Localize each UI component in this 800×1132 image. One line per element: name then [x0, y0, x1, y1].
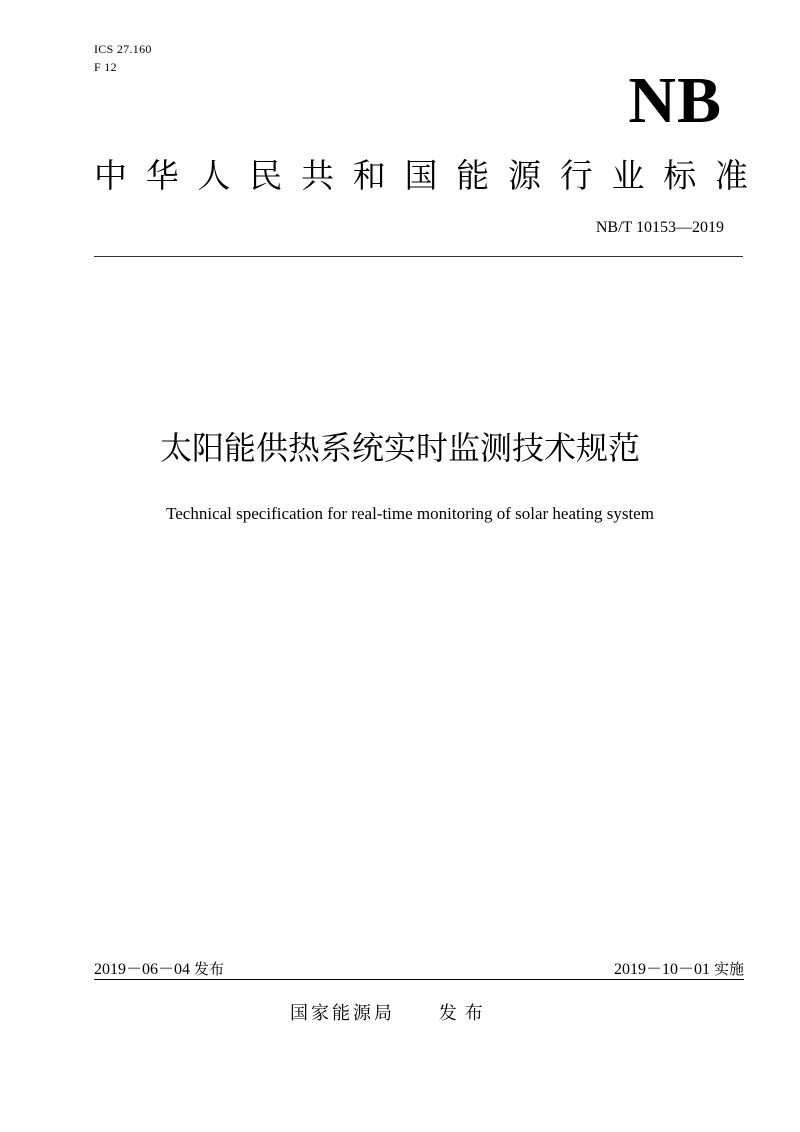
standard-number: NB/T 10153—2019: [595, 219, 724, 236]
standard-type-char: 标: [663, 156, 697, 195]
title-chinese: 太阳能供热系统实时监测技术规范: [159, 429, 640, 467]
header-divider: [94, 256, 743, 257]
publisher-organization: 国家能源局: [290, 1003, 395, 1024]
ccs-code: F 12: [94, 60, 117, 74]
standard-type-heading: [94, 156, 748, 196]
standard-type-char: 共: [301, 156, 334, 195]
standard-type-char: 行: [559, 156, 593, 195]
issue-date-line: [94, 958, 224, 981]
standard-type-char: 国: [404, 156, 438, 195]
classification-codes: [94, 40, 152, 76]
publisher-line: [290, 1002, 491, 1026]
standard-type-char: 民: [249, 156, 283, 195]
standard-type-char: 源: [508, 156, 541, 195]
implement-label: 实施: [713, 960, 744, 978]
standard-type-char: 人: [197, 156, 231, 195]
implement-date: 2019－10－01: [613, 961, 710, 978]
standard-type-char: 华: [145, 156, 179, 195]
issue-label: 发布: [194, 960, 225, 978]
publisher-action: 发布: [438, 1003, 491, 1024]
footer-divider: [94, 979, 744, 980]
standard-type-char: 中: [94, 156, 127, 195]
issue-date: 2019－06－04: [94, 961, 191, 978]
implement-date-line: [614, 958, 744, 981]
ics-code: ICS 27.160: [94, 42, 152, 56]
nb-logo: NB: [628, 64, 722, 137]
title-english: Technical specification for real-time monitoring of solar heating system: [166, 504, 654, 523]
standard-type-char: 能: [456, 156, 490, 195]
standard-type-char: 准: [715, 156, 748, 195]
standard-type-char: 和: [352, 156, 386, 195]
standard-type-char: 业: [611, 156, 645, 195]
